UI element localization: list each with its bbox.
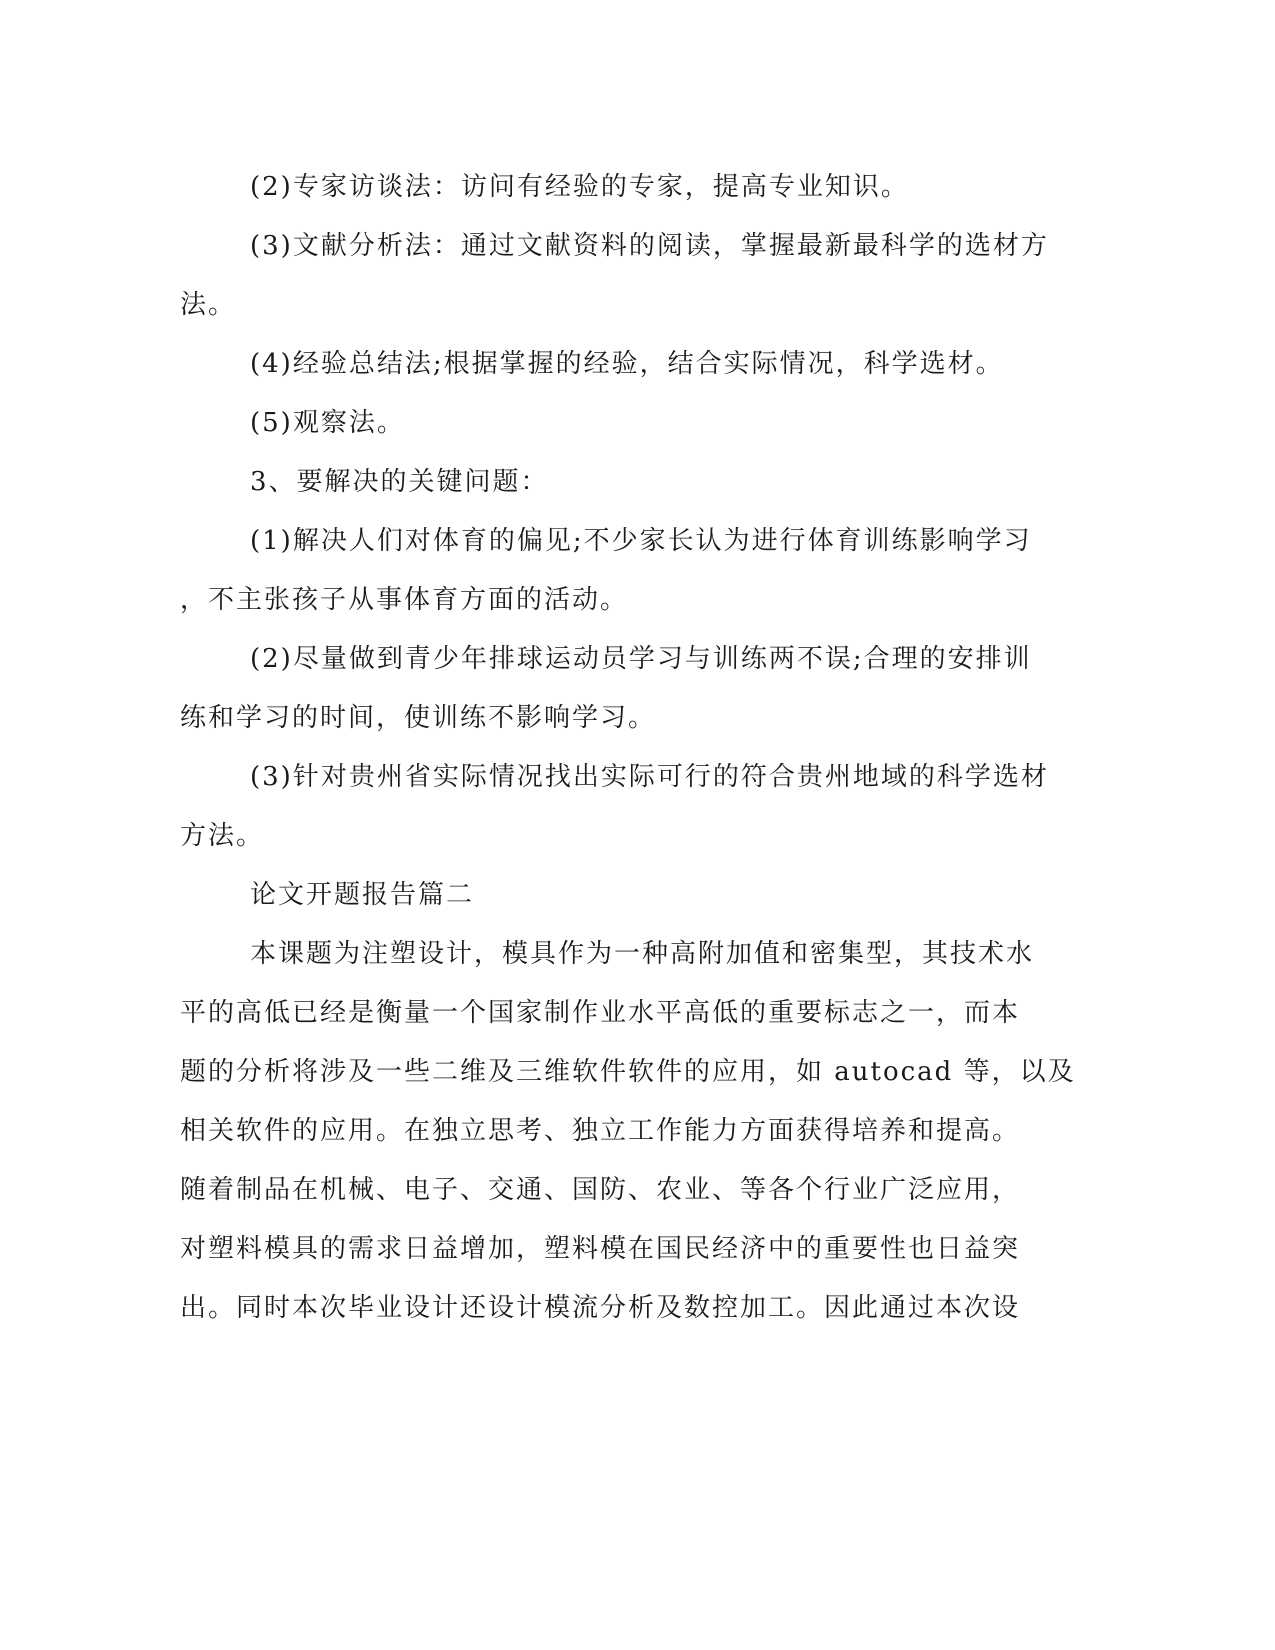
text-line: (4)经验总结法;根据掌握的经验，结合实际情况，科学选材。	[250, 349, 1004, 379]
text-line: (2)尽量做到青少年排球运动员学习与训练两不误;合理的安排训	[250, 644, 1032, 674]
text-line: 对塑料模具的需求日益增加，塑料模在国民经济中的重要性也日益突	[180, 1234, 1021, 1264]
section-title: 论文开题报告篇二	[250, 880, 475, 910]
text-line: 题的分析将涉及一些二维及三维软件软件的应用，如 autocad 等，以及	[180, 1057, 1076, 1087]
body-text	[180, 158, 1076, 1338]
text-line: ，不主张孩子从事体育方面的活动。	[180, 585, 629, 615]
text-line: (2)专家访谈法：访问有经验的专家，提高专业知识。	[250, 172, 909, 202]
text-line: 出。同时本次毕业设计还设计模流分析及数控加工。因此通过本次设	[180, 1293, 1021, 1323]
section-heading: 3、要解决的关键问题：	[250, 467, 549, 497]
text-line: 本课题为注塑设计，模具作为一种高附加值和密集型，其技术水	[250, 939, 1035, 969]
text-line: (3)文献分析法：通过文献资料的阅读，掌握最新最科学的选材方	[250, 231, 1049, 261]
text-line: 相关软件的应用。在独立思考、独立工作能力方面获得培养和提高。	[180, 1116, 1021, 1146]
text-line: (1)解决人们对体育的偏见;不少家长认为进行体育训练影响学习	[250, 526, 1032, 556]
text-line: (3)针对贵州省实际情况找出实际可行的符合贵州地域的科学选材	[250, 762, 1049, 792]
text-line: (5)观察法。	[250, 408, 405, 438]
text-line: 练和学习的时间，使训练不影响学习。	[180, 703, 657, 733]
text-line: 方法。	[180, 821, 265, 851]
text-line: 随着制品在机械、电子、交通、国防、农业、等各个行业广泛应用，	[180, 1175, 1021, 1205]
text-line: 法。	[180, 290, 237, 320]
text-line: 平的高低已经是衡量一个国家制作业水平高低的重要标志之一，而本	[180, 998, 1021, 1028]
